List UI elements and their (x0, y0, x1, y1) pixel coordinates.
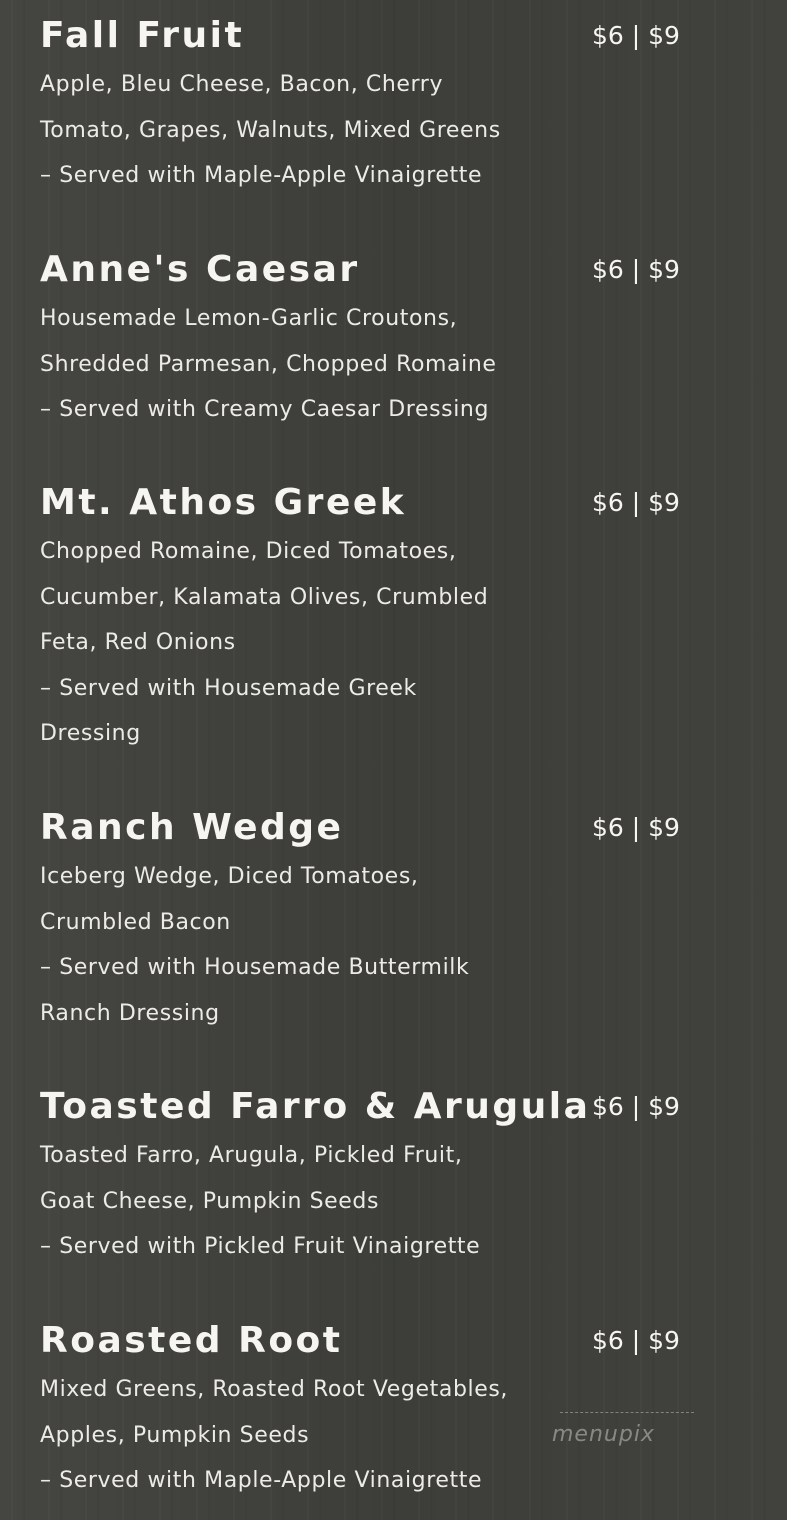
description-line: – Served with Maple-Apple Vinaigrette (40, 1468, 483, 1494)
watermark-divider (560, 1412, 694, 1413)
description-line: – Served with Housemade Buttermilk (40, 955, 470, 981)
description-line: Apples, Pumpkin Seeds (40, 1422, 310, 1448)
description-line: Ranch Dressing (40, 1000, 220, 1026)
description-line: Housemade Lemon-Garlic Croutons, (40, 306, 458, 331)
item-description (40, 1133, 540, 1270)
description-line: Apple, Bleu Cheese, Bacon, Cherry (40, 72, 444, 97)
item-name: Toasted Farro & Arugula (40, 1086, 591, 1127)
description-line: Shredded Parmesan, Chopped Romaine (40, 351, 497, 377)
item-name: Ranch Wedge (40, 807, 344, 848)
watermark-text: menupix (552, 1422, 655, 1447)
item-name: Roasted Root (40, 1320, 343, 1361)
description-line: Mixed Greens, Roasted Root Vegetables, (40, 1377, 509, 1402)
description-line: Feta, Red Onions (40, 630, 236, 656)
item-price: $6 | $9 (592, 21, 680, 50)
item-price: $6 | $9 (592, 488, 680, 517)
item-price: $6 | $9 (592, 255, 680, 284)
description-line: Cucumber, Kalamata Olives, Crumbled (40, 584, 489, 610)
item-description (40, 296, 540, 433)
item-name: Anne's Caesar (40, 249, 360, 290)
description-line: Toasted Farro, Arugula, Pickled Fruit, (40, 1143, 463, 1168)
description-line: – Served with Pickled Fruit Vinaigrette (40, 1234, 481, 1260)
item-description (40, 62, 540, 199)
description-line: – Served with Housemade Greek (40, 675, 417, 701)
description-line: – Served with Creamy Caesar Dressing (40, 397, 490, 423)
item-description (40, 854, 540, 1036)
menupix-watermark (552, 1408, 702, 1468)
description-line: Crumbled Bacon (40, 909, 231, 935)
description-line: Tomato, Grapes, Walnuts, Mixed Greens (40, 117, 501, 143)
item-price: $6 | $9 (592, 1092, 680, 1121)
item-description (40, 529, 540, 757)
item-price: $6 | $9 (592, 813, 680, 842)
item-price: $6 | $9 (592, 1326, 680, 1355)
description-line: Goat Cheese, Pumpkin Seeds (40, 1188, 380, 1214)
description-line: – Served with Maple-Apple Vinaigrette (40, 163, 483, 189)
item-description (40, 1367, 540, 1504)
item-name: Fall Fruit (40, 15, 245, 56)
description-line: Iceberg Wedge, Diced Tomatoes, (40, 864, 419, 889)
item-name: Mt. Athos Greek (40, 482, 407, 523)
description-line: Chopped Romaine, Diced Tomatoes, (40, 539, 457, 564)
description-line: Dressing (40, 721, 141, 747)
